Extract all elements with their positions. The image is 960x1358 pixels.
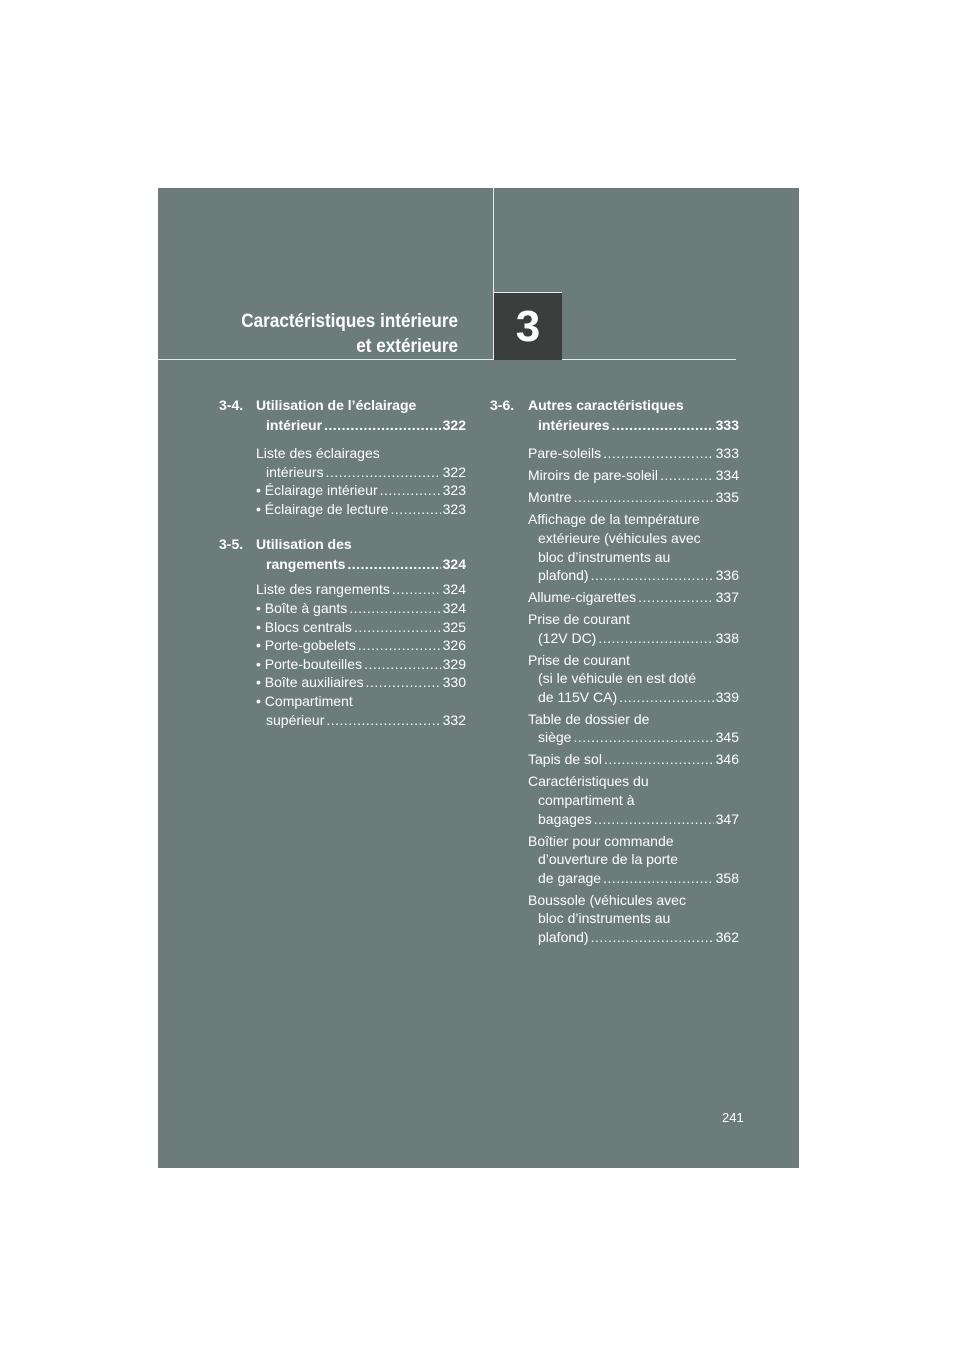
toc-entry[interactable]: • Éclairage intérieur ..... 323 (256, 481, 466, 500)
toc-entry[interactable]: Tapis de sol ..... 346 (528, 750, 739, 769)
chapter-title-line2: et extérieure (356, 336, 458, 357)
header-divider-horizontal (158, 359, 736, 360)
toc-entry[interactable]: • Éclairage de lecture ..... 323 (256, 500, 466, 519)
toc-entry[interactable]: • Porte-gobelets ..... 326 (256, 636, 466, 655)
section-number: 3-6. (490, 397, 515, 413)
toc-entry[interactable]: Boussole (véhicules avec bloc d’instruments au plafond) ..... 362 (528, 891, 739, 947)
toc-entry[interactable]: Liste des éclairages intérieurs ..... 322 (256, 444, 466, 481)
chapter-number: 3 (515, 301, 541, 351)
toc-section-3-5[interactable] (216, 534, 466, 729)
chapter-title-line1: Caractéristiques intérieure (241, 311, 458, 332)
page-number: 241 (722, 1110, 744, 1125)
toc-entry[interactable]: Pare-soleils ..... 333 (528, 444, 739, 463)
toc-entry[interactable]: • Compartiment supérieur ..... 332 (256, 692, 466, 729)
toc-entry[interactable]: • Boîte à gants ..... 324 (256, 599, 466, 618)
toc-section-3-4[interactable] (216, 395, 466, 518)
section-title: Utilisation de l’éclairage intérieur ..... 322 (256, 395, 466, 435)
section-number: 3-5. (219, 536, 244, 553)
toc-entry[interactable]: Allume-cigarettes ..... 337 (528, 588, 739, 607)
section-page: 333 (715, 417, 739, 433)
section-number: 3-4. (219, 397, 244, 413)
toc-entry[interactable]: Miroirs de pare-soleil ..... 334 (528, 466, 739, 485)
toc-entry[interactable]: • Boîte auxiliaires ..... 330 (256, 673, 466, 692)
chapter-number-tab (493, 292, 562, 360)
toc-entry[interactable]: Liste des rangements ..... 324 (256, 580, 466, 599)
toc-entry[interactable]: • Porte-bouteilles ..... 329 (256, 655, 466, 674)
section-page: 322 (442, 417, 466, 433)
toc-entry[interactable]: Boîtier pour commande d’ouverture de la porte de garage ..... 358 (528, 832, 739, 888)
toc-entry[interactable]: Prise de courant (si le véhicule en est doté de 115V CA) ..... 339 (528, 651, 739, 707)
toc-entry[interactable]: Table de dossier de siège ..... 345 (528, 710, 739, 747)
toc-entry[interactable]: Montre ..... 335 (528, 488, 739, 507)
section-title: Autres caractéristiques intérieures ..... 333 (528, 395, 739, 435)
section-page: 324 (442, 556, 466, 573)
toc-entry[interactable]: Caractéristiques du compartiment à bagages ..... 347 (528, 772, 739, 828)
toc-entry[interactable]: Prise de courant (12V DC) ..... 338 (528, 610, 739, 647)
toc-entry[interactable]: • Blocs centrals ..... 325 (256, 618, 466, 637)
toc-section-3-6[interactable] (490, 395, 739, 947)
toc-column-right (490, 395, 739, 947)
section-title: Utilisation des rangements ..... 324 (256, 534, 466, 574)
toc-column-left (216, 395, 466, 729)
chapter-title (188, 309, 458, 359)
toc-entry[interactable]: Affichage de la température extérieure (véhicules avec bloc d’instruments au plafond) ..... 336 (528, 510, 739, 584)
